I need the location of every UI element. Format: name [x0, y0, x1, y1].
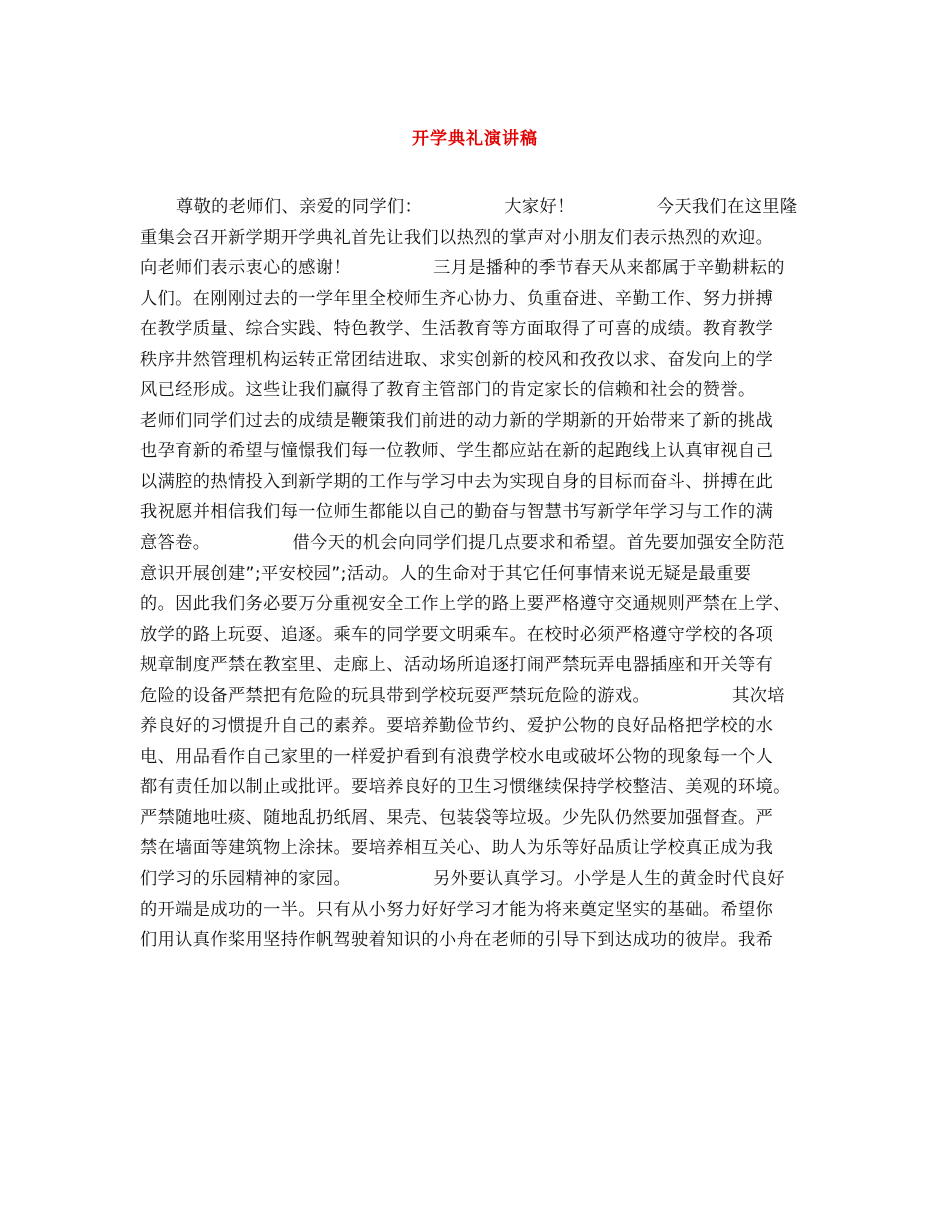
- text-line: 也孕育新的希望与憧憬我们每一位教师、学生都应站在新的起跑线上认真审视自己: [140, 441, 774, 462]
- text-line: 我祝愿并相信我们每一位师生都能以自己的勤奋与智慧书写新学年学习与工作的满: [140, 502, 774, 523]
- text-line: 们用认真作桨用坚持作帆驾驶着知识的小舟在老师的引导下到达成功的彼岸。我希: [140, 930, 774, 951]
- text-line: 们学习的乐园精神的家园。 另外要认真学习。小学是人生的黄金时代良好: [140, 869, 785, 890]
- text-line: 风已经形成。这些让我们赢得了教育主管部门的肯定家长的信赖和社会的赞誉。: [140, 380, 756, 401]
- text-line: 老师们同学们过去的成绩是鞭策我们前进的动力新的学期新的开始带来了新的挑战: [140, 410, 774, 431]
- text-line: 重集会召开新学期开学典礼首先让我们以热烈的掌声对小朋友们表示热烈的欢迎。: [140, 227, 774, 248]
- text-line: 都有责任加以制止或批评。要培养良好的卫生习惯继续保持学校整洁、美观的环境。: [140, 777, 791, 798]
- text-line: 在教学质量、综合实践、特色教学、生活教育等方面取得了可喜的成绩。教育教学: [140, 319, 774, 340]
- text-line: 养良好的习惯提升自己的素养。要培养勤俭节约、爱护公物的良好品格把学校的水: [140, 716, 774, 737]
- text-line: 的。因此我们务必要万分重视安全工作上学的路上要严格遵守交通规则严禁在上学、: [140, 594, 791, 615]
- text-line: 尊敬的老师们、亲爱的同学们： 大家好！ 今天我们在这里隆: [176, 197, 798, 217]
- text-line: 禁在墙面等建筑物上涂抹。要培养相互关心、助人为乐等好品质让学校真正成为我: [140, 838, 774, 859]
- document-body: [140, 192, 830, 956]
- text-line: 放学的路上玩耍、追逐。乘车的同学要文明乘车。在校时必须严格遵守学校的各项: [140, 624, 774, 645]
- text-line: 向老师们表示衷心的感谢！ 三月是播种的季节春天从来都属于辛勤耕耘的: [140, 258, 785, 279]
- text-line: 以满腔的热情投入到新学期的工作与学习中去为实现自身的目标而奋斗、拼搏在此: [140, 471, 774, 492]
- text-line: 严禁随地吐痰、随地乱扔纸屑、果壳、包装袋等垃圾。少先队仍然要加强督查。严: [140, 807, 774, 828]
- text-line: 规章制度严禁在教室里、走廊上、活动场所追逐打闹严禁玩弄电器插座和开关等有: [140, 655, 774, 676]
- text-line: 电、用品看作自己家里的一样爱护看到有浪费学校水电或破坏公物的现象每一个人: [140, 746, 774, 767]
- text-line: 的开端是成功的一半。只有从小努力好好学习才能为将来奠定坚实的基础。希望你: [140, 899, 774, 920]
- text-line: 人们。在刚刚过去的一学年里全校师生齐心协力、负重奋进、辛勤工作、努力拼搏: [140, 288, 774, 309]
- text-line: 意识开展创建”;平安校园”;活动。人的生命对于其它任何事情来说无疑是最重要: [140, 563, 752, 584]
- text-line: 秩序井然管理机构运转正常团结进取、求实创新的校风和孜孜以求、奋发向上的学: [140, 349, 774, 370]
- document-title: 开学典礼演讲稿: [412, 129, 538, 149]
- text-line: 危险的设备严禁把有危险的玩具带到学校玩耍严禁玩危险的游戏。 其次培: [140, 685, 785, 706]
- text-line: 意答卷。 借今天的机会向同学们提几点要求和希望。首先要加强安全防范: [140, 533, 785, 554]
